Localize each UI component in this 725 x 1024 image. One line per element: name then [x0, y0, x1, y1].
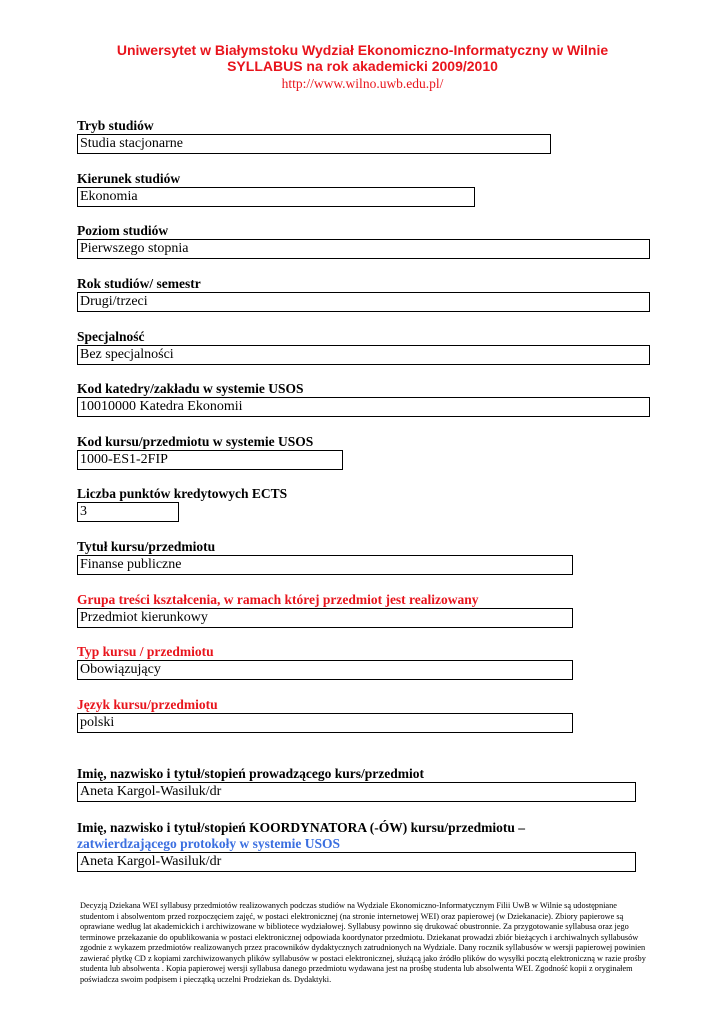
field-value-box: Drugi/trzeci — [77, 292, 650, 312]
syllabus-title: SYLLABUS na rok akademicki 2009/2010 — [227, 58, 498, 74]
field-year-semester — [77, 276, 650, 312]
field-course-code — [77, 434, 343, 470]
field-label: Typ kursu / przedmiotu — [77, 644, 214, 659]
field-ects-credits — [77, 486, 287, 522]
field-value-box: 10010000 Katedra Ekonomii — [77, 397, 650, 417]
field-value-box: Aneta Kargol-Wasiluk/dr — [77, 852, 636, 872]
field-value-box: Ekonomia — [77, 187, 475, 207]
university-title: Uniwersytet w Białymstoku Wydział Ekonomiczno-Informatyczny w Wilnie — [116, 42, 609, 58]
field-value-box: 1000-ES1-2FIP — [77, 450, 343, 470]
field-label: Kod kursu/przedmiotu w systemie USOS — [77, 434, 314, 449]
field-label: Grupa treści kształcenia, w ramach której przedmiot jest realizowany — [77, 592, 479, 607]
field-label: Rok studiów/ semestr — [77, 276, 201, 291]
field-specialization — [77, 329, 650, 365]
field-label: Tytuł kursu/przedmiotu — [77, 539, 216, 554]
field-course-type — [77, 644, 573, 680]
field-study-level — [77, 223, 650, 259]
field-value-box: Bez specjalności — [77, 345, 650, 365]
field-value-box: Aneta Kargol-Wasiluk/dr — [77, 782, 636, 802]
field-label: Imię, nazwisko i tytuł/stopień KOORDYNATORA (-ÓW) kursu/przedmiotu – — [77, 820, 526, 835]
field-department-code — [77, 381, 650, 417]
field-label: Imię, nazwisko i tytuł/stopień prowadzącego kurs/przedmiot — [77, 766, 424, 781]
field-label: Kod katedry/zakładu w systemie USOS — [77, 381, 304, 396]
field-label: Specjalność — [77, 329, 145, 344]
footer-note: Decyzją Dziekana WEI syllabusy przedmiotów realizowanych podczas studiów na Wydziale Ekonomiczno-Informatycznym Filii UwB w Wilnie są udostępniane studentom i absolwentom przed rozpoczęciem zajęć, w postaci elektronicznej (na stronie internetowej WEI) oraz papierowej (w Dziekanacie). Zbiory papierowe są oprawiane według lat akademickich i archiwizowane w bibliotece wydziałowej. Syllabusy powinno się drukować obustronnie. Za przygotowanie syllabusa oraz jego terminowe przekazanie do opublikowania w postaci elektronicznej odpowiada koordynator przedmiotu. Dziekanat prowadzi zbiór bieżących i archiwalnych syllabusów zgodnie z wykazem przedmiotów realizowanych przez pracowników dydaktycznych zatrudnionych na Wydziale. Dany rocznik syllabusów w wersji papierowej powinien zawierać płytkę CD z kopiami zarchiwizowanych plików syllabusów w postaci elektronicznej, służącą jako źródło plików do wysyłki pocztą elektroniczną w razie prośby studenta lub absolwenta . Kopia papierowej wersji syllabusa danego przedmiotu wydawana jest na prośbę studenta lub absolwenta WEI. Zgodność kopii z oryginałem poświadcza swoim podpisem i pieczątką uczelni Prodziekan ds. Dydaktyki. — [80, 901, 646, 984]
field-course-language — [77, 697, 573, 733]
field-value-box: Studia stacjonarne — [77, 134, 551, 154]
field-field-of-study — [77, 171, 475, 207]
field-study-mode — [77, 118, 551, 154]
field-value-box: Przedmiot kierunkowy — [77, 608, 573, 628]
field-label: Tryb studiów — [77, 118, 154, 133]
field-label-continuation: zatwierdzającego protokoły w systemie USOS — [77, 836, 340, 851]
field-value-box: Obowiązujący — [77, 660, 573, 680]
field-label: Kierunek studiów — [77, 171, 181, 186]
field-value-box: Finanse publiczne — [77, 555, 573, 575]
field-lecturer — [77, 766, 636, 802]
document-header — [0, 42, 725, 92]
field-label: Liczba punktów kredytowych ECTS — [77, 486, 288, 501]
field-coordinator — [77, 820, 636, 872]
website-link[interactable]: http://www.wilno.uwb.edu.pl/ — [281, 76, 444, 91]
field-label: Poziom studiów — [77, 223, 169, 238]
field-value-box: 3 — [77, 502, 179, 522]
field-label: Język kursu/przedmiotu — [77, 697, 218, 712]
field-content-group — [77, 592, 573, 628]
field-value-box: Pierwszego stopnia — [77, 239, 650, 259]
field-value-box: polski — [77, 713, 573, 733]
field-course-title — [77, 539, 573, 575]
